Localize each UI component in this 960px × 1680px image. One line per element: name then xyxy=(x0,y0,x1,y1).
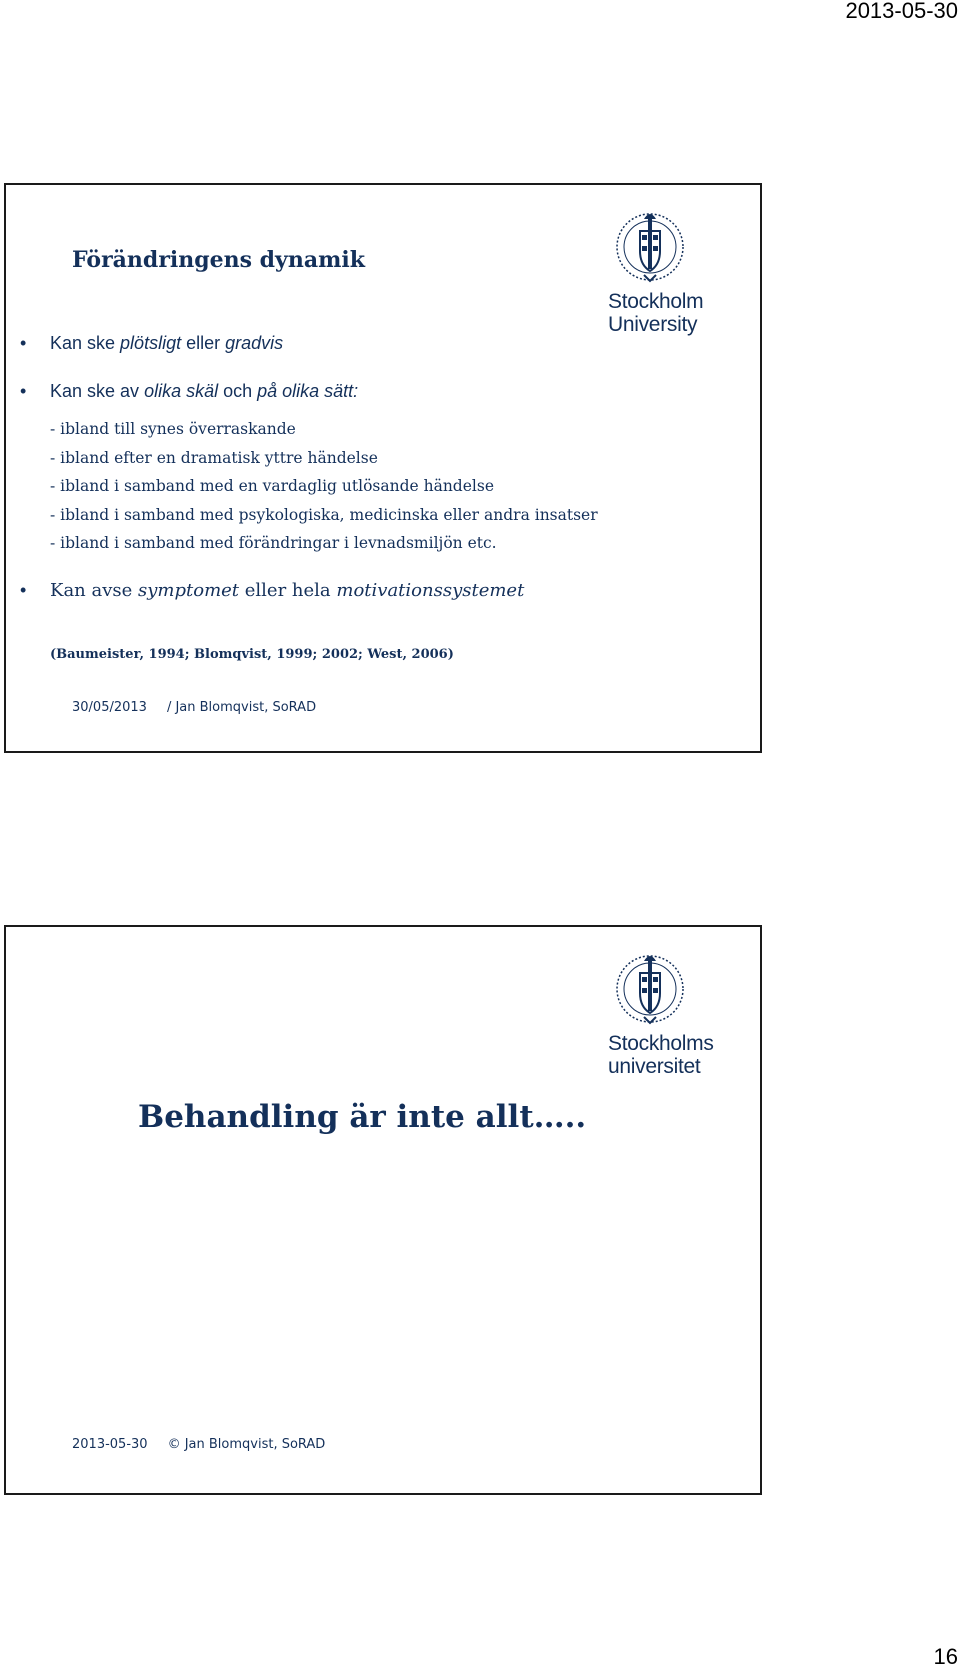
logo-text-line-2: University xyxy=(608,313,698,336)
stockholm-university-crest-icon xyxy=(614,205,686,289)
page-number: 16 xyxy=(933,1644,958,1669)
stockholm-university-crest-icon xyxy=(614,947,686,1031)
list-item: - ibland i samband med förändringar i levnadsmiljön etc. xyxy=(50,534,497,552)
slide-1 xyxy=(4,183,762,753)
bullet-text: Kan ske plötsligt eller gradvis xyxy=(50,333,284,353)
footer-author: © Jan Blomqvist, SoRAD xyxy=(167,1437,326,1452)
bullet-icon: • xyxy=(20,381,27,401)
university-logo xyxy=(608,947,728,1077)
slide-title: Behandling är inte allt….. xyxy=(138,1099,587,1135)
logo-text-line-1: Stockholms xyxy=(608,1032,714,1055)
sub-list xyxy=(50,415,598,558)
slide-2 xyxy=(4,925,762,1495)
footer-date: 30/05/2013 xyxy=(72,700,147,715)
bullet-icon: • xyxy=(20,580,27,600)
footer-author: / Jan Blomqvist, SoRAD xyxy=(166,700,317,715)
footer-date: 2013-05-30 xyxy=(72,1437,148,1452)
page-date: 2013-05-30 xyxy=(845,0,958,23)
logo-text-line-1: Stockholm xyxy=(608,290,704,313)
slide-footer xyxy=(72,1437,325,1452)
slide-footer xyxy=(72,700,316,715)
list-item: - ibland i samband med en vardaglig utlösande händelse xyxy=(50,477,494,495)
logo-text-line-2: universitet xyxy=(608,1055,701,1078)
list-item: - ibland efter en dramatisk yttre händelse xyxy=(50,448,378,467)
bullet-text: Kan ske av olika skäl och på olika sätt: xyxy=(50,381,359,401)
university-logo xyxy=(608,205,728,335)
bullet-text: Kan avse symptomet eller hela motivationssystemet xyxy=(50,580,525,601)
reference-citation: (Baumeister, 1994; Blomqvist, 1999; 2002; West, 2006) xyxy=(50,647,454,662)
list-item: - ibland till synes överraskande xyxy=(50,420,296,438)
slide-title: Förändringens dynamik xyxy=(72,247,365,273)
list-item: - ibland i samband med psykologiska, medicinska eller andra insatser xyxy=(50,505,598,524)
bullet-icon: • xyxy=(20,333,27,353)
